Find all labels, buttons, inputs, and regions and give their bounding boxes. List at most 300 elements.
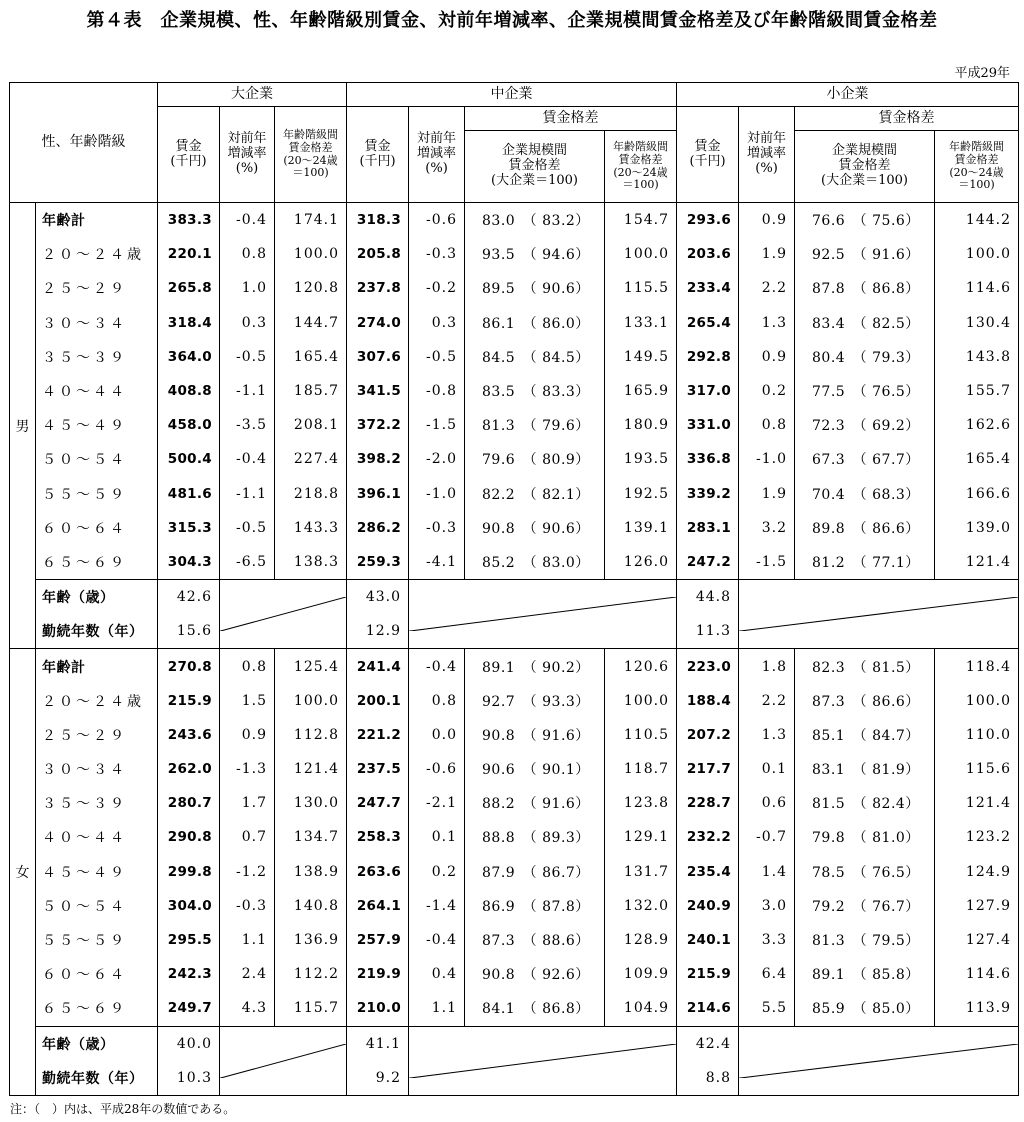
large-yoy-cell: 4.3 [220, 991, 275, 1026]
tenure-label: 勤続年数（年） [36, 614, 158, 649]
medium-age-gap-cell: 128.9 [605, 923, 677, 957]
small-age-gap-cell: 127.9 [935, 889, 1019, 923]
small-yoy-header: 対前年 増減率 (%) [739, 107, 795, 203]
age-group-label: ２５～２９ [36, 718, 158, 752]
large-yoy-cell: -1.2 [220, 855, 275, 889]
large-blank-diagonal [220, 1026, 347, 1095]
medium-wage-cell: 200.1 [347, 684, 409, 718]
age-row [10, 580, 1019, 615]
large-age-gap-cell: 136.9 [275, 923, 347, 957]
small-wage-cell: 292.8 [677, 340, 739, 374]
large-age-gap-cell: 144.7 [275, 306, 347, 340]
medium-age-gap-cell: 115.5 [605, 271, 677, 305]
medium-yoy-cell: -2.0 [409, 442, 465, 476]
small-yoy-cell: 0.9 [739, 203, 795, 238]
small-yoy-cell: 0.8 [739, 408, 795, 442]
large-wage-cell: 299.8 [158, 855, 220, 889]
medium-age-gap-cell: 165.9 [605, 374, 677, 408]
small-age-gap-cell: 139.0 [935, 511, 1019, 545]
large-age-cell: 40.0 [158, 1026, 220, 1061]
small-age-gap-cell: 162.6 [935, 408, 1019, 442]
year-note: 平成29年 [954, 66, 1010, 81]
large-tenure-cell: 10.3 [158, 1061, 220, 1096]
small-size-gap-cell: 89.1 （ 85.8） [795, 957, 935, 991]
small-size-gap-cell: 81.5 （ 82.4） [795, 786, 935, 820]
medium-wage-cell: 398.2 [347, 442, 409, 476]
large-age-gap-cell: 125.4 [275, 649, 347, 684]
small-size-gap-cell: 81.3 （ 79.5） [795, 923, 935, 957]
medium-age-gap-cell: 133.1 [605, 306, 677, 340]
age-label: 年齢（歳） [36, 1026, 158, 1061]
medium-yoy-cell: -0.6 [409, 752, 465, 786]
small-size-gap-cell: 87.8 （ 86.8） [795, 271, 935, 305]
medium-yoy-cell: -0.3 [409, 511, 465, 545]
medium-wage-cell: 221.2 [347, 718, 409, 752]
wage-table [9, 82, 1019, 1096]
small-age-gap-cell: 115.6 [935, 752, 1019, 786]
age-group-label: ６５～６９ [36, 991, 158, 1026]
large-age-gap-cell: 100.0 [275, 237, 347, 271]
medium-size-gap-cell: 85.2 （ 83.0） [465, 545, 605, 580]
small-age-gap-cell: 118.4 [935, 649, 1019, 684]
age-group-label: ５０～５４ [36, 442, 158, 476]
small-age-gap-cell: 100.0 [935, 684, 1019, 718]
medium-wage-cell: 263.6 [347, 855, 409, 889]
small-wage-cell: 293.6 [677, 203, 739, 238]
large-wage-cell: 295.5 [158, 923, 220, 957]
table-row [10, 649, 1019, 684]
large-wage-cell: 242.3 [158, 957, 220, 991]
medium-wage-cell: 286.2 [347, 511, 409, 545]
large-wage-cell: 280.7 [158, 786, 220, 820]
table-row [10, 923, 1019, 957]
large-age-gap-cell: 208.1 [275, 408, 347, 442]
table-row [10, 684, 1019, 718]
small-yoy-cell: 6.4 [739, 957, 795, 991]
large-wage-cell: 318.4 [158, 306, 220, 340]
large-wage-cell: 249.7 [158, 991, 220, 1026]
medium-wage-cell: 247.7 [347, 786, 409, 820]
medium-age-gap-cell: 123.8 [605, 786, 677, 820]
large-wage-cell: 290.8 [158, 820, 220, 854]
medium-size-gap-cell: 84.1 （ 86.8） [465, 991, 605, 1026]
small-size-gap-cell: 82.3 （ 81.5） [795, 649, 935, 684]
small-wage-cell: 232.2 [677, 820, 739, 854]
medium-size-gap-cell: 88.8 （ 89.3） [465, 820, 605, 854]
small-wage-cell: 235.4 [677, 855, 739, 889]
small-size-gap-cell: 85.1 （ 84.7） [795, 718, 935, 752]
large-age-gap-cell: 185.7 [275, 374, 347, 408]
medium-wage-cell: 257.9 [347, 923, 409, 957]
medium-yoy-cell: 0.4 [409, 957, 465, 991]
small-wage-cell: 215.9 [677, 957, 739, 991]
large-yoy-cell: -1.1 [220, 374, 275, 408]
small-size-gap-cell: 79.2 （ 76.7） [795, 889, 935, 923]
small-size-gap-cell: 77.5 （ 76.5） [795, 374, 935, 408]
age-group-label: ２０～２４歳 [36, 237, 158, 271]
small-size-gap-cell: 89.8 （ 86.6） [795, 511, 935, 545]
small-wage-cell: 240.1 [677, 923, 739, 957]
medium-age-gap-cell: 149.5 [605, 340, 677, 374]
small-age-gap-cell: 155.7 [935, 374, 1019, 408]
small-age-gap-cell: 114.6 [935, 271, 1019, 305]
large-age-gap-cell: 134.7 [275, 820, 347, 854]
large-wage-cell: 304.3 [158, 545, 220, 580]
small-wage-cell: 228.7 [677, 786, 739, 820]
small-yoy-cell: 1.4 [739, 855, 795, 889]
small-wage-cell: 223.0 [677, 649, 739, 684]
medium-size-gap-cell: 87.9 （ 86.7） [465, 855, 605, 889]
large-yoy-cell: 2.4 [220, 957, 275, 991]
large-yoy-cell: 0.8 [220, 237, 275, 271]
small-size-gap-cell: 83.1 （ 81.9） [795, 752, 935, 786]
medium-yoy-cell: -0.2 [409, 271, 465, 305]
small-yoy-cell: 0.2 [739, 374, 795, 408]
age-group-label: ３０～３４ [36, 306, 158, 340]
small-wage-cell: 331.0 [677, 408, 739, 442]
medium-size-gap-header: 企業規模間 賃金格差 (大企業＝100) [465, 131, 605, 203]
medium-yoy-cell: 0.3 [409, 306, 465, 340]
age-group-label: ５５～５９ [36, 923, 158, 957]
small-size-gap-cell: 72.3 （ 69.2） [795, 408, 935, 442]
medium-wage-cell: 259.3 [347, 545, 409, 580]
medium-age-gap-cell: 193.5 [605, 442, 677, 476]
age-group-label: ４５～４９ [36, 408, 158, 442]
medium-age-gap-cell: 192.5 [605, 477, 677, 511]
medium-size-gap-cell: 83.0 （ 83.2） [465, 203, 605, 238]
small-age-gap-cell: 121.4 [935, 786, 1019, 820]
large-yoy-cell: 1.1 [220, 923, 275, 957]
small-yoy-cell: 3.3 [739, 923, 795, 957]
small-wage-cell: 217.7 [677, 752, 739, 786]
medium-age-gap-cell: 129.1 [605, 820, 677, 854]
age-group-label: ４０～４４ [36, 374, 158, 408]
small-size-gap-cell: 79.8 （ 81.0） [795, 820, 935, 854]
sex-label: 男 [10, 203, 36, 649]
small-age-gap-cell: 100.0 [935, 237, 1019, 271]
medium-yoy-cell: -0.4 [409, 923, 465, 957]
medium-age-cell: 43.0 [347, 580, 409, 615]
medium-yoy-cell: -0.8 [409, 374, 465, 408]
small-age-gap-cell: 121.4 [935, 545, 1019, 580]
table-row [10, 786, 1019, 820]
page-title: 第４表 企業規模、性、年齢階級別賃金、対前年増減率、企業規模間賃金格差及び年齢階級間賃金格差 [86, 10, 938, 31]
large-enterprise-header: 大企業 [158, 83, 347, 107]
large-age-gap-cell: 218.8 [275, 477, 347, 511]
large-yoy-cell: 0.9 [220, 718, 275, 752]
medium-size-gap-cell: 81.3 （ 79.6） [465, 408, 605, 442]
table-row [10, 374, 1019, 408]
small-wage-cell: 317.0 [677, 374, 739, 408]
large-yoy-cell: -0.4 [220, 203, 275, 238]
medium-wage-cell: 237.5 [347, 752, 409, 786]
large-wage-cell: 220.1 [158, 237, 220, 271]
large-age-gap-cell: 121.4 [275, 752, 347, 786]
age-group-label: ５０～５４ [36, 889, 158, 923]
small-age-gap-header: 年齢階級間 賃金格差 (20～24歳 ＝100) [935, 131, 1019, 203]
medium-age-gap-cell: 104.9 [605, 991, 677, 1026]
large-wage-cell: 265.8 [158, 271, 220, 305]
small-age-gap-cell: 114.6 [935, 957, 1019, 991]
small-size-gap-cell: 85.9 （ 85.0） [795, 991, 935, 1026]
small-size-gap-cell: 92.5 （ 91.6） [795, 237, 935, 271]
table-row [10, 408, 1019, 442]
small-yoy-cell: 0.9 [739, 340, 795, 374]
table-row [10, 271, 1019, 305]
medium-yoy-cell: 1.1 [409, 991, 465, 1026]
medium-yoy-cell: -0.6 [409, 203, 465, 238]
table-row [10, 855, 1019, 889]
small-wage-cell: 188.4 [677, 684, 739, 718]
medium-size-gap-cell: 83.5 （ 83.3） [465, 374, 605, 408]
medium-age-gap-cell: 131.7 [605, 855, 677, 889]
large-age-gap-cell: 130.0 [275, 786, 347, 820]
small-age-gap-cell: 165.4 [935, 442, 1019, 476]
large-yoy-cell: -0.4 [220, 442, 275, 476]
large-wage-cell: 500.4 [158, 442, 220, 476]
footnote: 注：（ ）内は、平成28年の数値である。 [10, 1102, 236, 1116]
medium-age-gap-cell: 100.0 [605, 684, 677, 718]
medium-yoy-cell: -1.0 [409, 477, 465, 511]
medium-yoy-cell: 0.1 [409, 820, 465, 854]
small-yoy-cell: 5.5 [739, 991, 795, 1026]
medium-yoy-cell: -0.3 [409, 237, 465, 271]
medium-wage-cell: 307.6 [347, 340, 409, 374]
age-group-label: ６０～６４ [36, 957, 158, 991]
large-yoy-cell: -6.5 [220, 545, 275, 580]
medium-size-gap-cell: 82.2 （ 82.1） [465, 477, 605, 511]
medium-wage-cell: 237.8 [347, 271, 409, 305]
small-size-gap-cell: 80.4 （ 79.3） [795, 340, 935, 374]
sex-label: 女 [10, 649, 36, 1095]
medium-age-gap-cell: 132.0 [605, 889, 677, 923]
medium-yoy-cell: 0.0 [409, 718, 465, 752]
small-wage-cell: 233.4 [677, 271, 739, 305]
small-yoy-cell: 3.0 [739, 889, 795, 923]
medium-wage-header: 賃金 (千円) [347, 107, 409, 203]
small-wage-cell: 283.1 [677, 511, 739, 545]
row-label-header: 性、年齢階級 [10, 83, 158, 203]
large-age-gap-cell: 138.3 [275, 545, 347, 580]
medium-yoy-cell: -4.1 [409, 545, 465, 580]
age-row [10, 1026, 1019, 1061]
small-yoy-cell: 1.3 [739, 306, 795, 340]
medium-size-gap-cell: 90.8 （ 92.6） [465, 957, 605, 991]
medium-yoy-cell: 0.8 [409, 684, 465, 718]
small-age-gap-cell: 124.9 [935, 855, 1019, 889]
table-row [10, 306, 1019, 340]
large-wage-cell: 458.0 [158, 408, 220, 442]
medium-size-gap-cell: 89.1 （ 90.2） [465, 649, 605, 684]
table-row [10, 545, 1019, 580]
medium-age-gap-cell: 110.5 [605, 718, 677, 752]
medium-age-gap-cell: 118.7 [605, 752, 677, 786]
small-age-cell: 44.8 [677, 580, 739, 615]
small-enterprise-header: 小企業 [677, 83, 1019, 107]
small-wage-cell: 240.9 [677, 889, 739, 923]
small-age-gap-cell: 144.2 [935, 203, 1019, 238]
small-age-gap-cell: 113.9 [935, 991, 1019, 1026]
medium-size-gap-cell: 93.5 （ 94.6） [465, 237, 605, 271]
small-wage-header: 賃金 (千円) [677, 107, 739, 203]
medium-size-gap-cell: 87.3 （ 88.6） [465, 923, 605, 957]
large-age-gap-cell: 140.8 [275, 889, 347, 923]
large-yoy-cell: -0.5 [220, 511, 275, 545]
small-tenure-cell: 11.3 [677, 614, 739, 649]
large-blank-diagonal [220, 580, 347, 649]
age-group-label: ２０～２４歳 [36, 684, 158, 718]
small-size-gap-cell: 76.6 （ 75.6） [795, 203, 935, 238]
medium-size-gap-cell: 88.2 （ 91.6） [465, 786, 605, 820]
small-wage-cell: 265.4 [677, 306, 739, 340]
small-yoy-cell: 1.8 [739, 649, 795, 684]
small-wage-cell: 336.8 [677, 442, 739, 476]
large-wage-cell: 408.8 [158, 374, 220, 408]
small-size-gap-cell: 78.5 （ 76.5） [795, 855, 935, 889]
small-yoy-cell: -0.7 [739, 820, 795, 854]
small-size-gap-cell: 81.2 （ 77.1） [795, 545, 935, 580]
age-group-label: ５５～５９ [36, 477, 158, 511]
medium-size-gap-cell: 90.6 （ 90.1） [465, 752, 605, 786]
small-tenure-cell: 8.8 [677, 1061, 739, 1096]
small-yoy-cell: 3.2 [739, 511, 795, 545]
medium-age-gap-cell: 180.9 [605, 408, 677, 442]
small-age-gap-cell: 143.8 [935, 340, 1019, 374]
large-yoy-cell: -1.3 [220, 752, 275, 786]
large-wage-cell: 262.0 [158, 752, 220, 786]
table-row [10, 718, 1019, 752]
large-age-gap-cell: 115.7 [275, 991, 347, 1026]
table-row [10, 477, 1019, 511]
small-yoy-cell: 2.2 [739, 684, 795, 718]
small-wage-cell: 207.2 [677, 718, 739, 752]
medium-blank-diagonal [409, 1026, 677, 1095]
small-age-cell: 42.4 [677, 1026, 739, 1061]
medium-size-gap-cell: 86.9 （ 87.8） [465, 889, 605, 923]
small-size-gap-cell: 67.3 （ 67.7） [795, 442, 935, 476]
medium-wage-cell: 264.1 [347, 889, 409, 923]
large-age-gap-cell: 165.4 [275, 340, 347, 374]
large-age-cell: 42.6 [158, 580, 220, 615]
large-yoy-cell: 0.3 [220, 306, 275, 340]
small-size-gap-cell: 70.4 （ 68.3） [795, 477, 935, 511]
large-age-gap-cell: 112.8 [275, 718, 347, 752]
medium-size-gap-cell: 79.6 （ 80.9） [465, 442, 605, 476]
medium-wage-cell: 219.9 [347, 957, 409, 991]
medium-age-gap-cell: 120.6 [605, 649, 677, 684]
large-wage-cell: 481.6 [158, 477, 220, 511]
age-group-label: ３０～３４ [36, 752, 158, 786]
medium-wage-cell: 258.3 [347, 820, 409, 854]
medium-age-gap-cell: 154.7 [605, 203, 677, 238]
large-yoy-cell: 0.7 [220, 820, 275, 854]
small-age-gap-cell: 123.2 [935, 820, 1019, 854]
large-wage-cell: 270.8 [158, 649, 220, 684]
medium-wage-cell: 372.2 [347, 408, 409, 442]
medium-size-gap-cell: 84.5 （ 84.5） [465, 340, 605, 374]
large-yoy-header: 対前年 増減率 (%) [220, 107, 275, 203]
large-wage-cell: 243.6 [158, 718, 220, 752]
medium-blank-diagonal [409, 580, 677, 649]
small-blank-diagonal [739, 1026, 1019, 1095]
medium-age-gap-cell: 100.0 [605, 237, 677, 271]
medium-age-gap-cell: 139.1 [605, 511, 677, 545]
small-wage-cell: 214.6 [677, 991, 739, 1026]
small-age-gap-cell: 110.0 [935, 718, 1019, 752]
medium-wage-cell: 210.0 [347, 991, 409, 1026]
large-age-gap-cell: 143.3 [275, 511, 347, 545]
medium-enterprise-header: 中企業 [347, 83, 677, 107]
table-row [10, 752, 1019, 786]
medium-yoy-cell: -0.4 [409, 649, 465, 684]
large-age-gap-cell: 120.8 [275, 271, 347, 305]
age-group-label: ２５～２９ [36, 271, 158, 305]
medium-age-cell: 41.1 [347, 1026, 409, 1061]
small-yoy-cell: 0.6 [739, 786, 795, 820]
small-size-gap-header: 企業規模間 賃金格差 (大企業＝100) [795, 131, 935, 203]
age-group-label: ６５～６９ [36, 545, 158, 580]
age-group-label: 年齢計 [36, 649, 158, 684]
large-yoy-cell: 1.5 [220, 684, 275, 718]
age-group-label: ６０～６４ [36, 511, 158, 545]
age-group-label: ４０～４４ [36, 820, 158, 854]
medium-yoy-cell: -1.4 [409, 889, 465, 923]
large-yoy-cell: -0.5 [220, 340, 275, 374]
table-row [10, 991, 1019, 1026]
medium-age-gap-header: 年齢階級間 賃金格差 (20～24歳 ＝100) [605, 131, 677, 203]
large-yoy-cell: 1.0 [220, 271, 275, 305]
small-wage-cell: 339.2 [677, 477, 739, 511]
age-group-label: ３５～３９ [36, 786, 158, 820]
medium-size-gap-cell: 89.5 （ 90.6） [465, 271, 605, 305]
small-wage-cell: 247.2 [677, 545, 739, 580]
age-group-label: 年齢計 [36, 203, 158, 238]
medium-wage-cell: 318.3 [347, 203, 409, 238]
medium-wage-cell: 274.0 [347, 306, 409, 340]
large-age-gap-cell: 174.1 [275, 203, 347, 238]
small-yoy-cell: 0.1 [739, 752, 795, 786]
table-row [10, 957, 1019, 991]
large-wage-cell: 215.9 [158, 684, 220, 718]
small-wage-cell: 203.6 [677, 237, 739, 271]
small-yoy-cell: 2.2 [739, 271, 795, 305]
small-size-gap-cell: 83.4 （ 82.5） [795, 306, 935, 340]
large-age-gap-header: 年齢階級間 賃金格差 (20～24歳 ＝100) [275, 107, 347, 203]
medium-tenure-cell: 9.2 [347, 1061, 409, 1096]
table-row [10, 340, 1019, 374]
small-age-gap-cell: 130.4 [935, 306, 1019, 340]
large-tenure-cell: 15.6 [158, 614, 220, 649]
small-size-gap-cell: 87.3 （ 86.6） [795, 684, 935, 718]
age-label: 年齢（歳） [36, 580, 158, 615]
large-yoy-cell: 0.8 [220, 649, 275, 684]
small-yoy-cell: 1.9 [739, 237, 795, 271]
medium-wage-cell: 396.1 [347, 477, 409, 511]
medium-wage-cell: 341.5 [347, 374, 409, 408]
medium-wage-cell: 241.4 [347, 649, 409, 684]
large-yoy-cell: -0.3 [220, 889, 275, 923]
large-wage-cell: 304.0 [158, 889, 220, 923]
small-age-gap-cell: 127.4 [935, 923, 1019, 957]
medium-size-gap-cell: 86.1 （ 86.0） [465, 306, 605, 340]
large-age-gap-cell: 227.4 [275, 442, 347, 476]
large-wage-header: 賃金 (千円) [158, 107, 220, 203]
large-yoy-cell: -3.5 [220, 408, 275, 442]
large-yoy-cell: 1.7 [220, 786, 275, 820]
small-yoy-cell: -1.5 [739, 545, 795, 580]
small-gap-group-header: 賃金格差 [795, 107, 1019, 131]
table-row [10, 511, 1019, 545]
